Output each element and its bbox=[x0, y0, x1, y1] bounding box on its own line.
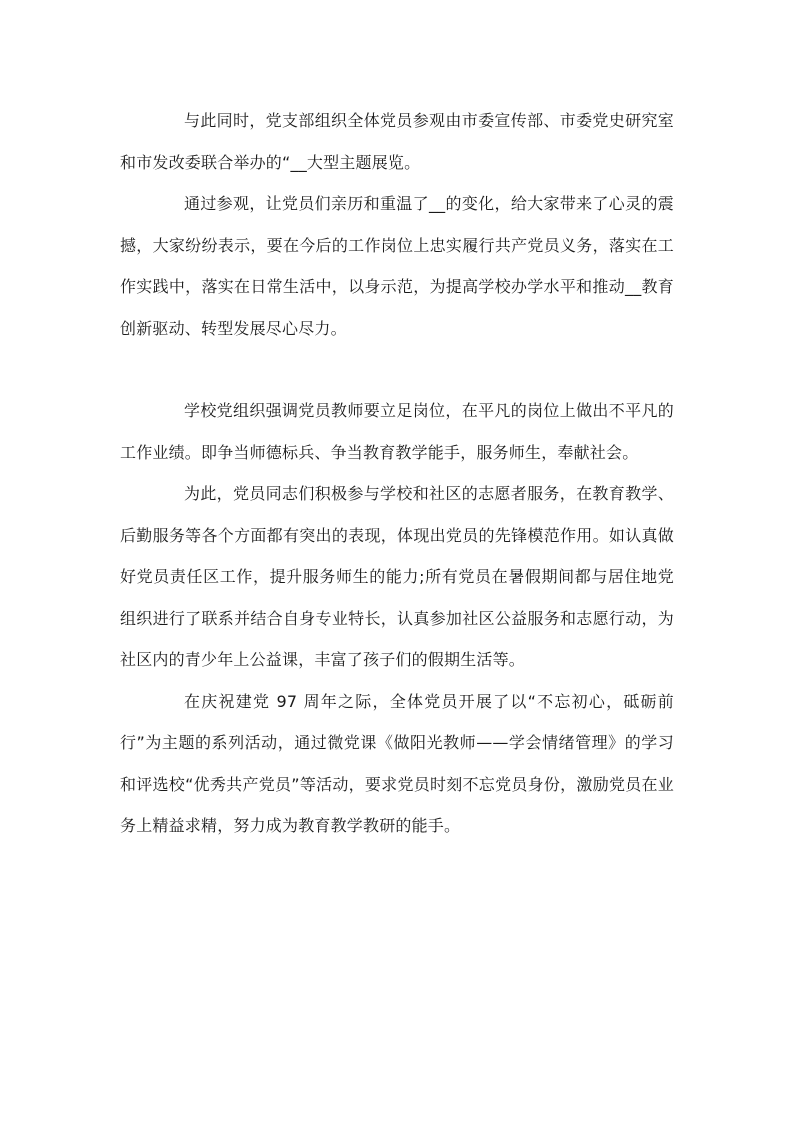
paragraph-party-anniversary: 在庆祝建党 97 周年之际，全体党员开展了以“不忘初心，砥砺前行”为主题的系列活动，通过微党课《做阳光教师——学会情绪管理》的学习和评选校“优秀共产党员”等活动，要求党员时刻不忘党员身份，激励党员在业务上精益求精，努力成为教育教学教研的能手。 bbox=[120, 691, 674, 835]
paragraph-stand-at-post: 学校党组织强调党员教师要立足岗位，在平凡的岗位上做出不平凡的工作业绩。即争当师德标兵、争当教育教学能手，服务师生，奉献社会。 bbox=[120, 401, 674, 462]
paragraph-volunteer-service: 为此，党员同志们积极参与学校和社区的志愿者服务，在教育教学、后勤服务等各个方面都有突出的表现，体现出党员的先锋模范作用。如认真做好党员责任区工作，提升服务师生的能力;所有党员在暑假期间都与居住地党组织进行了联系并结合自身专业特长，认真参加社区公益服务和志愿行动，为社区内的青少年上公益课，丰富了孩子们的假期生活等。 bbox=[120, 484, 674, 669]
document-body bbox=[120, 100, 674, 847]
paragraph-exhibition-visit: 与此同时，党支部组织全体党员参观由市委宣传部、市委党史研究室和市发改委联合举办的“__大型主题展览。 bbox=[120, 111, 674, 172]
paragraph-visit-reflection: 通过参观，让党员们亲历和重温了__的变化，给大家带来了心灵的震撼，大家纷纷表示，要在今后的工作岗位上忠实履行共产党员义务，落实在工作实践中，落实在日常生活中，以身示范，为提高学校办学水平和推动__教育创新驱动、转型发展尽心尽力。 bbox=[120, 194, 674, 338]
paragraph-spacer bbox=[120, 349, 674, 390]
